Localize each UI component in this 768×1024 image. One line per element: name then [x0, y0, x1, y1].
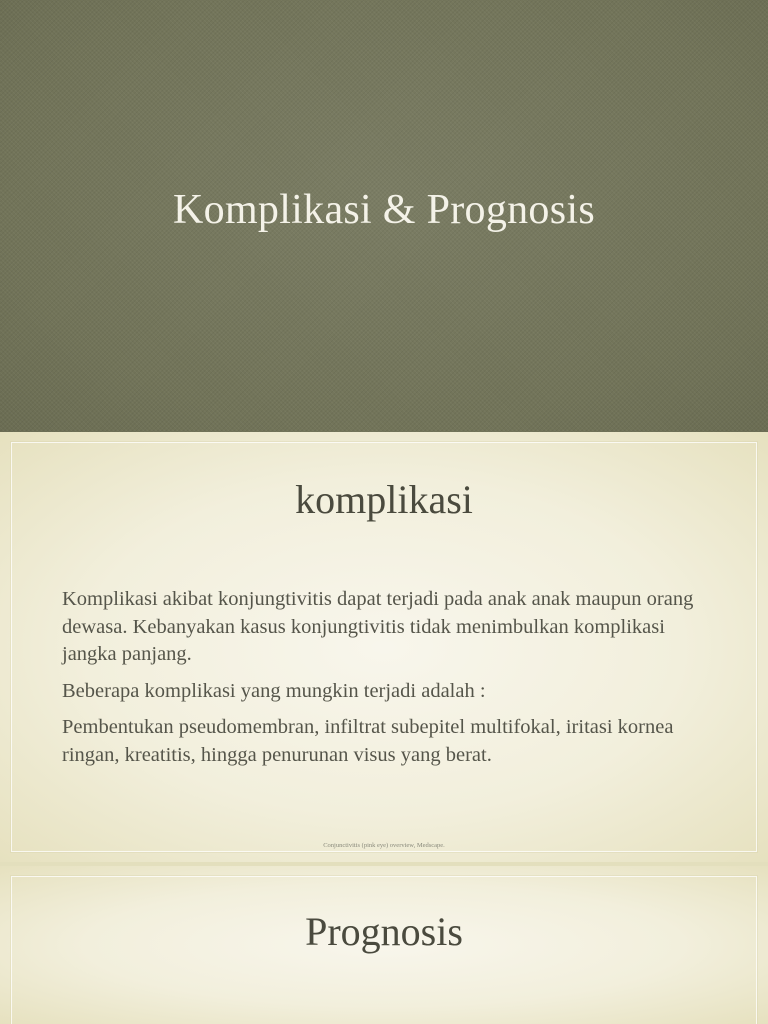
komplikasi-heading: komplikasi [295, 477, 473, 522]
komplikasi-slide [0, 432, 768, 862]
komplikasi-paragraph: Komplikasi akibat konjungtivitis dapat terjadi pada anak anak maupun orang dewasa. Kebanyakan kasus konjungtivitis tidak menimbulkan komplikasi jangka panjang. [62, 588, 694, 665]
prognosis-heading: Prognosis [305, 909, 463, 954]
komplikasi-paragraph: Beberapa komplikasi yang mungkin terjadi adalah : [62, 679, 486, 702]
source-footnote: Conjunctivitis (pink eye) overview, Medscape. [323, 842, 445, 849]
komplikasi-body [62, 586, 712, 778]
komplikasi-paragraph: Pembentukan pseudomembran, infiltrat subepitel multifokal, iritasi kornea ringan, kreatitis, hingga penurunan visus yang berat. [62, 716, 674, 766]
title-slide [0, 0, 768, 432]
title-slide-title: Komplikasi & Prognosis [173, 187, 595, 233]
prognosis-slide [0, 866, 768, 1024]
